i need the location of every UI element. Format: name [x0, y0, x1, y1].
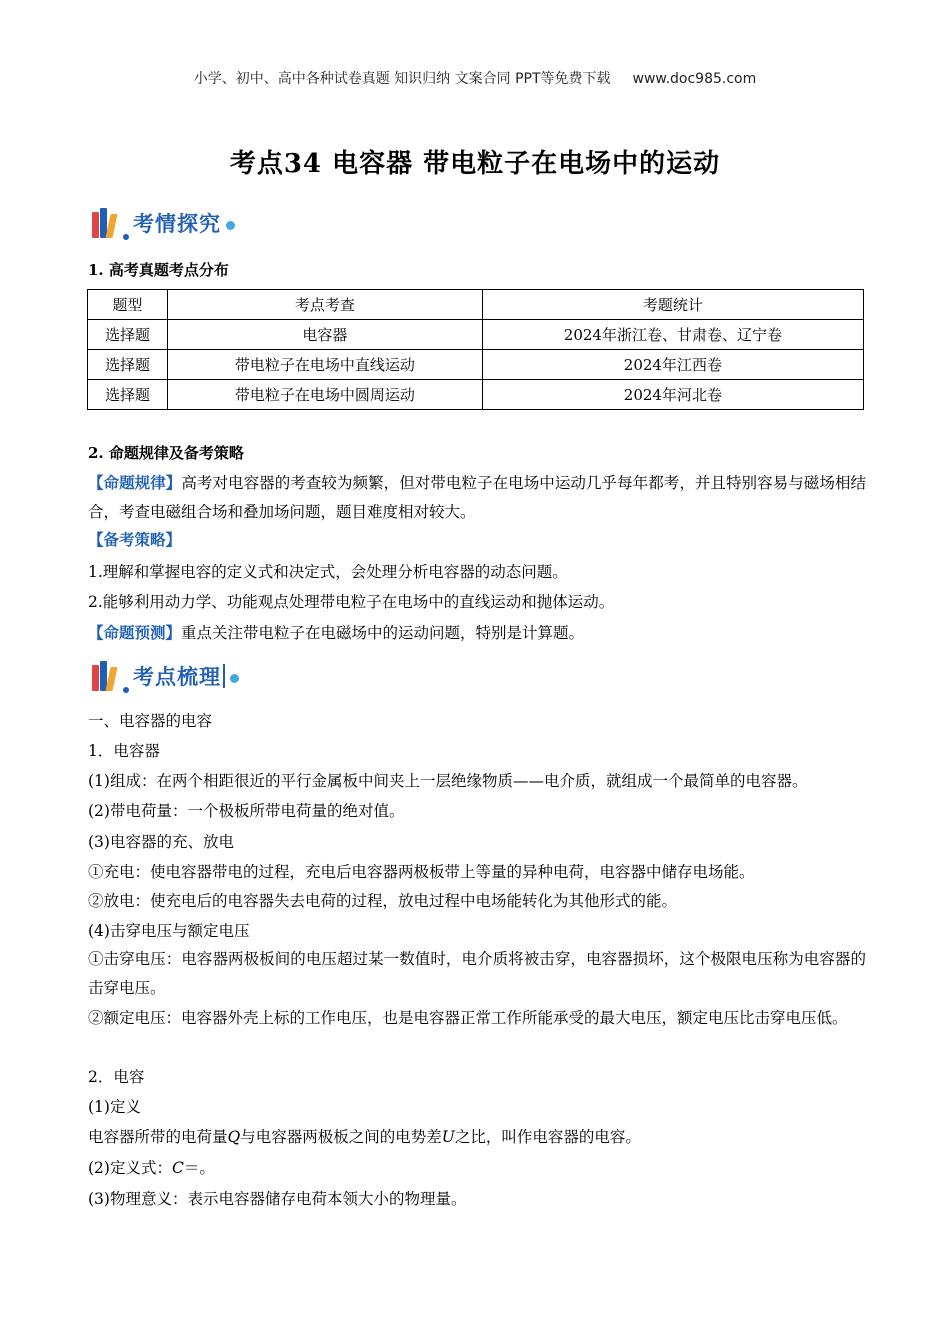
- table-row: [88, 320, 864, 350]
- content-paragraph: ①击穿电压：电容器两极板间的电压超过某一数值时，电介质将被击穿，电容器损坏，这个极限电压称为电容器的击穿电压。: [88, 950, 866, 997]
- content-line: (2)带电荷量：一个极板所带电荷量的绝对值。: [88, 802, 405, 820]
- table-cell: 带电粒子在电场中直线运动: [168, 350, 483, 380]
- page-header: [0, 68, 950, 88]
- table-row: [88, 380, 864, 410]
- content-line: (3)物理意义：表示电容器储存电荷本领大小的物理量。: [88, 1190, 467, 1208]
- rule-text: 高考对电容器的考查较为频繁，但对带电粒子在电场中运动几乎每年都考，并且特别容易与磁场相结合，考查电磁组合场和叠加场问题，题目难度相对较大。: [88, 474, 866, 521]
- text-run: 电容器所带的电荷量: [88, 1128, 228, 1146]
- rule-paragraph: [88, 468, 866, 527]
- strategy-tag: 【备考策略】: [88, 530, 182, 549]
- dot-icon: [123, 234, 129, 240]
- strategy-tag-line: [88, 528, 181, 550]
- table-header-cell: 题型: [88, 290, 168, 320]
- banner-label: 考情探究: [133, 212, 221, 236]
- content-line: (1)定义: [88, 1098, 141, 1116]
- text-cursor-icon: [223, 664, 225, 688]
- table-cell: 选择题: [88, 320, 168, 350]
- predict-text: 重点关注带电粒子在电磁场中的运动问题，特别是计算题。: [181, 624, 585, 642]
- table-header-cell: 考题统计: [482, 290, 863, 320]
- sub-heading-1: 1．电容器: [88, 742, 160, 760]
- table-cell: 选择题: [88, 380, 168, 410]
- content-line: (1)组成：在两个相距很近的平行金属板中间夹上一层绝缘物质——电介质，就组成一个最简单的电容器。: [88, 772, 808, 790]
- circle-icon: [226, 221, 235, 230]
- content-line: ②放电：使充电后的电容器失去电荷的过程，放电过程中电场能转化为其他形式的能。: [88, 892, 678, 910]
- text-run: (2)定义式：: [88, 1159, 172, 1177]
- books-icon: [92, 661, 116, 691]
- table-cell: 电容器: [168, 320, 483, 350]
- rule-tag: 【命题规律】: [88, 473, 182, 492]
- table-header-cell: 考点考查: [168, 290, 483, 320]
- banner-kaoqing: [92, 206, 235, 240]
- section-heading-1: 1. 高考真题考点分布: [88, 261, 229, 279]
- formula-line: [88, 1156, 215, 1178]
- predict-tag: 【命题预测】: [88, 623, 182, 642]
- table-cell: 2024年江西卷: [482, 350, 863, 380]
- banner-kaodian: [92, 659, 239, 693]
- sub-heading-2: 2．电容: [88, 1068, 145, 1086]
- banner-label: 考点梳理: [133, 665, 221, 689]
- books-icon: [92, 208, 116, 238]
- dot-icon: [123, 687, 129, 693]
- text-run: 与电容器两极板之间的电势差: [240, 1128, 442, 1146]
- symbol-u: U: [441, 1128, 455, 1146]
- strategy-item-1: 1.理解和掌握电容的定义式和决定式，会处理分析电容器的动态问题。: [88, 563, 568, 581]
- predict-line: [88, 621, 584, 643]
- section-heading-2: 2. 命题规律及备考策略: [88, 444, 244, 462]
- exam-stats-table: [87, 289, 864, 410]
- text-run: 之比，叫作电容器的电容。: [454, 1128, 641, 1146]
- content-line: (3)电容器的充、放电: [88, 833, 234, 851]
- page-title: 考点34 电容器 带电粒子在电场中的运动: [229, 149, 721, 179]
- text-run: ＝。: [183, 1159, 215, 1177]
- symbol-q: Q: [227, 1128, 241, 1146]
- definition-line: [88, 1125, 641, 1147]
- table-cell: 2024年河北卷: [482, 380, 863, 410]
- content-paragraph: ②额定电压：电容器外壳上标的工作电压，也是电容器正常工作所能承受的最大电压，额定电压比击穿电压低。: [88, 1009, 848, 1027]
- part-heading: 一、电容器的电容: [88, 712, 213, 730]
- strategy-item-2: 2.能够利用动力学、功能观点处理带电粒子在电场中的直线运动和抛体运动。: [88, 593, 615, 611]
- circle-icon: [230, 674, 239, 683]
- table-row: [88, 350, 864, 380]
- header-text: 小学、初中、高中各种试卷真题 知识归纳 文案合同 PPT等免费下载: [193, 71, 611, 87]
- table-header-row: [88, 290, 864, 320]
- table-cell: 选择题: [88, 350, 168, 380]
- header-site-link[interactable]: www.doc985.com: [632, 71, 757, 87]
- content-line: ①充电：使电容器带电的过程，充电后电容器两极板带上等量的异种电荷，电容器中储存电场能。: [88, 863, 755, 881]
- table-cell: 带电粒子在电场中圆周运动: [168, 380, 483, 410]
- content-line: (4)击穿电压与额定电压: [88, 922, 250, 940]
- symbol-c: C: [171, 1159, 184, 1177]
- table-cell: 2024年浙江卷、甘肃卷、辽宁卷: [482, 320, 863, 350]
